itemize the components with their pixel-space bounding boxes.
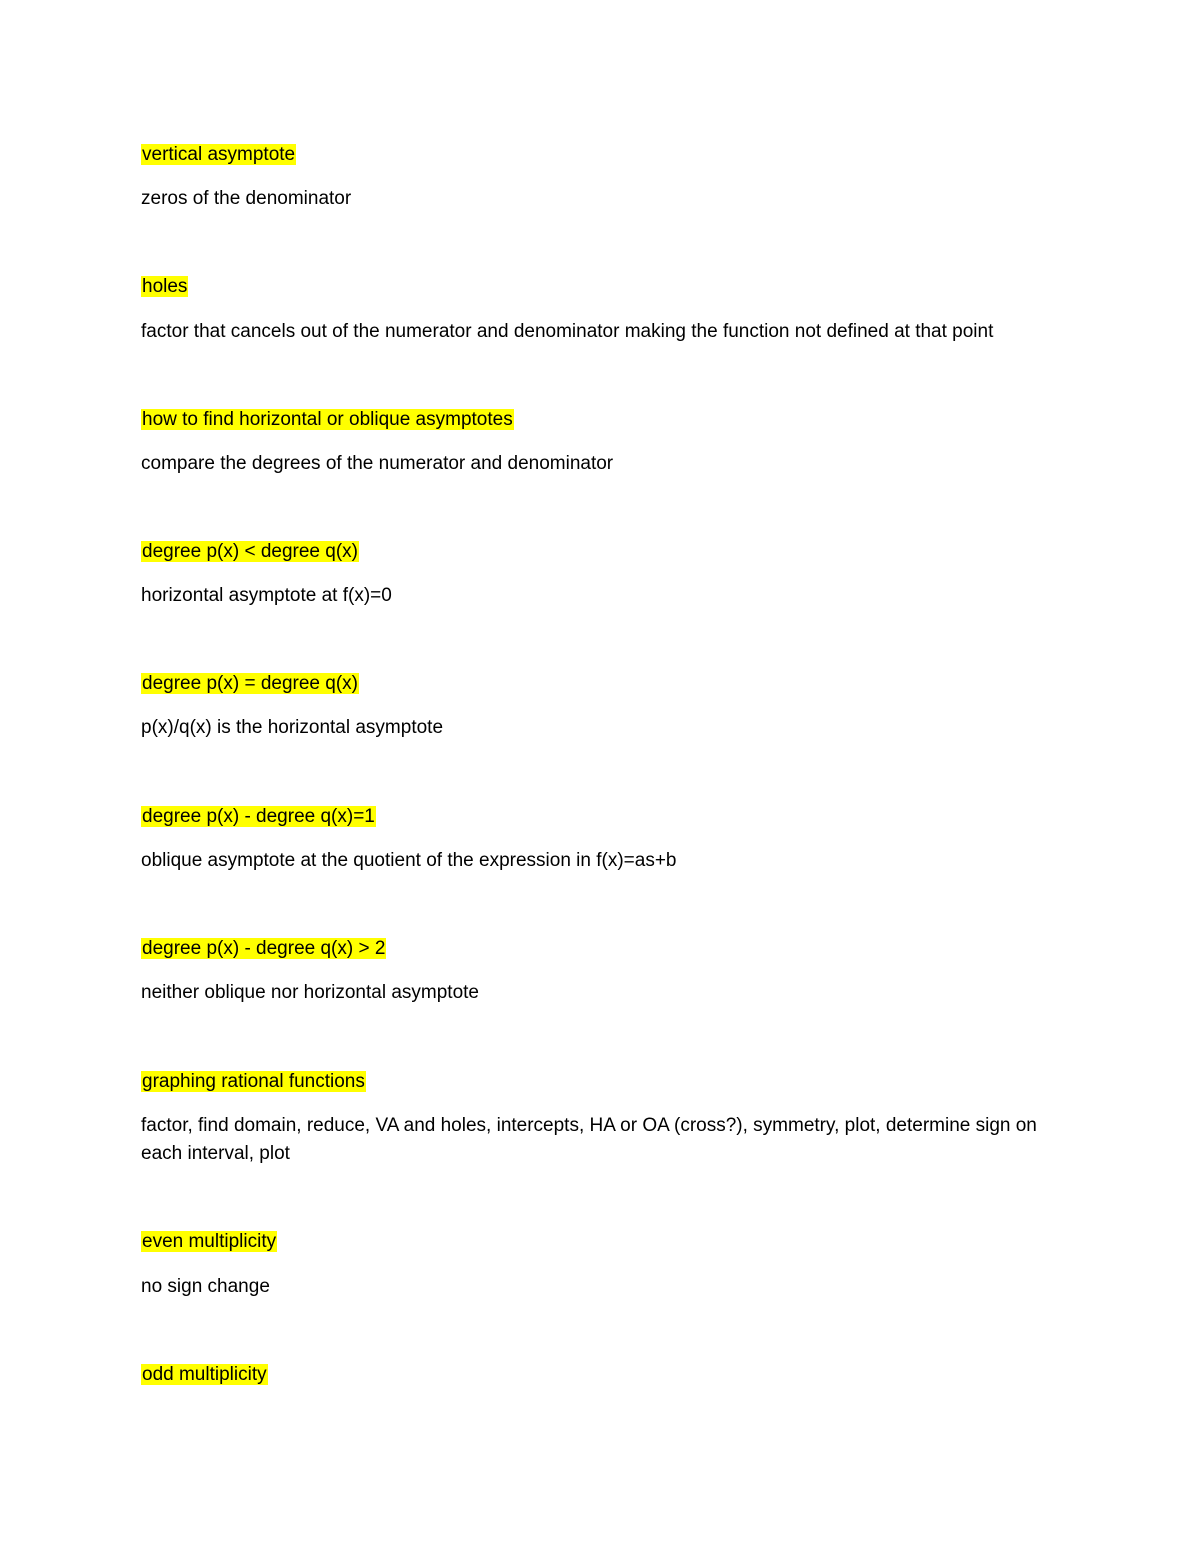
term-text: degree p(x) - degree q(x) > 2 — [142, 938, 386, 959]
term-text: even multiplicity — [142, 1231, 277, 1252]
term-degree-diff-gt-two — [141, 935, 386, 963]
term-text: degree p(x) = degree q(x) — [142, 673, 358, 694]
definition-vertical-asymptote: zeros of the denominator — [141, 188, 352, 209]
definition-degree-diff-gt-two: neither oblique nor horizontal asymptote — [141, 982, 479, 1003]
term-graphing-rational-functions — [141, 1068, 366, 1096]
term-vertical-asymptote — [141, 141, 296, 169]
definition-even-multiplicity: no sign change — [141, 1276, 270, 1297]
term-degree-diff-one — [141, 803, 376, 831]
term-text: how to find horizontal or oblique asymptotes — [142, 409, 513, 430]
definition-graphing-rational-functions: factor, find domain, reduce, VA and holes, intercepts, HA or OA (cross?), symmetry, plot, determine sign on each interval, plot — [141, 1115, 1037, 1164]
term-even-multiplicity — [141, 1228, 277, 1256]
term-text: odd multiplicity — [142, 1364, 267, 1385]
definition-find-asymptotes: compare the degrees of the numerator and denominator — [141, 453, 614, 474]
term-odd-multiplicity — [141, 1361, 268, 1389]
definition-degree-diff-one: oblique asymptote at the quotient of the expression in f(x)=as+b — [141, 850, 677, 871]
term-holes — [141, 273, 188, 301]
term-degree-less — [141, 538, 359, 566]
definition-holes: factor that cancels out of the numerator and denominator making the function not defined at that point — [141, 321, 994, 342]
term-text: degree p(x) < degree q(x) — [142, 541, 358, 562]
term-degree-equal — [141, 670, 359, 698]
term-text: graphing rational functions — [142, 1071, 365, 1092]
definition-degree-equal: p(x)/q(x) is the horizontal asymptote — [141, 717, 444, 738]
term-text: vertical asymptote — [142, 144, 296, 165]
term-find-asymptotes — [141, 406, 514, 434]
definition-degree-less: horizontal asymptote at f(x)=0 — [141, 585, 392, 606]
term-text: degree p(x) - degree q(x)=1 — [142, 806, 375, 827]
term-text: holes — [142, 276, 188, 297]
